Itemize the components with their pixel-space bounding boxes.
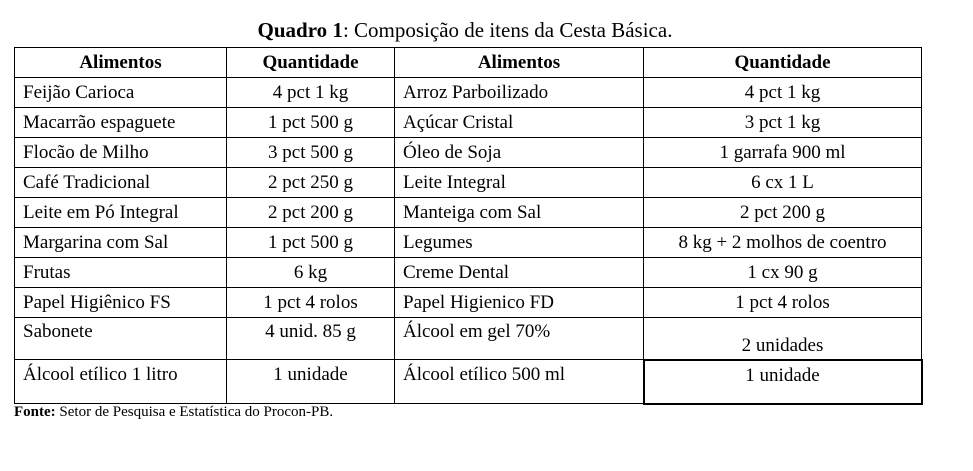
item-name-cell: Óleo de Soja — [395, 138, 644, 168]
table-row — [15, 318, 922, 360]
item-name-cell: Margarina com Sal — [15, 228, 227, 258]
table-row — [15, 108, 922, 138]
item-quantity-cell: 2 unidades — [644, 318, 922, 360]
source-text: Setor de Pesquisa e Estatística do Procon-PB. — [55, 404, 334, 420]
item-name-cell: Álcool etílico 1 litro — [15, 360, 227, 404]
item-name-cell: Legumes — [395, 228, 644, 258]
item-quantity-cell: 4 pct 1 kg — [644, 78, 922, 108]
item-name-cell: Leite em Pó Integral — [15, 198, 227, 228]
item-name-cell: Feijão Carioca — [15, 78, 227, 108]
item-quantity-cell: 6 cx 1 L — [644, 168, 922, 198]
table-row — [15, 228, 922, 258]
item-quantity-cell: 1 pct 500 g — [227, 228, 395, 258]
item-name-cell: Macarrão espaguete — [15, 108, 227, 138]
item-quantity-cell: 3 pct 500 g — [227, 138, 395, 168]
item-quantity-cell: 3 pct 1 kg — [644, 108, 922, 138]
item-quantity-cell: 4 unid. 85 g — [227, 318, 395, 360]
item-name-cell: Papel Higiênico FS — [15, 288, 227, 318]
item-name-cell: Creme Dental — [395, 258, 644, 288]
table-row — [15, 198, 922, 228]
item-name-cell: Papel Higienico FD — [395, 288, 644, 318]
table-row — [15, 138, 922, 168]
item-name-cell: Flocão de Milho — [15, 138, 227, 168]
item-quantity-cell: 2 pct 200 g — [644, 198, 922, 228]
source-label: Fonte: — [14, 404, 56, 420]
table-row — [15, 258, 922, 288]
item-quantity-cell: 1 unidade — [644, 360, 922, 404]
table-row — [15, 168, 922, 198]
table-source-note — [14, 402, 333, 422]
item-name-cell: Arroz Parboilizado — [395, 78, 644, 108]
item-quantity-cell: 1 pct 4 rolos — [644, 288, 922, 318]
table-header-row — [15, 48, 922, 78]
item-quantity-cell: 1 pct 4 rolos — [227, 288, 395, 318]
item-name-cell: Manteiga com Sal — [395, 198, 644, 228]
table-row — [15, 78, 922, 108]
header-quantidade-right: Quantidade — [644, 48, 922, 78]
item-name-cell: Leite Integral — [395, 168, 644, 198]
caption-text: : Composição de itens da Cesta Básica. — [342, 18, 673, 42]
caption-label: Quadro 1 — [257, 18, 343, 42]
table-row — [15, 360, 922, 404]
header-quantidade-left: Quantidade — [227, 48, 395, 78]
header-alimentos-right: Alimentos — [395, 48, 644, 78]
item-name-cell: Açúcar Cristal — [395, 108, 644, 138]
item-quantity-cell: 2 pct 200 g — [227, 198, 395, 228]
item-name-cell: Álcool em gel 70% — [395, 318, 644, 360]
item-quantity-cell: 6 kg — [227, 258, 395, 288]
item-name-cell: Frutas — [15, 258, 227, 288]
item-quantity-cell: 1 pct 500 g — [227, 108, 395, 138]
item-name-cell: Álcool etílico 500 ml — [395, 360, 644, 404]
header-alimentos-left: Alimentos — [15, 48, 227, 78]
basket-items-table — [14, 47, 923, 405]
item-quantity-cell: 1 garrafa 900 ml — [644, 138, 922, 168]
item-name-cell: Sabonete — [15, 318, 227, 360]
item-quantity-cell: 1 cx 90 g — [644, 258, 922, 288]
item-name-cell: Café Tradicional — [15, 168, 227, 198]
item-quantity-cell: 2 pct 250 g — [227, 168, 395, 198]
table-caption — [0, 16, 930, 44]
table-row — [15, 288, 922, 318]
item-quantity-cell: 1 unidade — [227, 360, 395, 404]
item-quantity-cell: 4 pct 1 kg — [227, 78, 395, 108]
item-quantity-cell: 8 kg + 2 molhos de coentro — [644, 228, 922, 258]
